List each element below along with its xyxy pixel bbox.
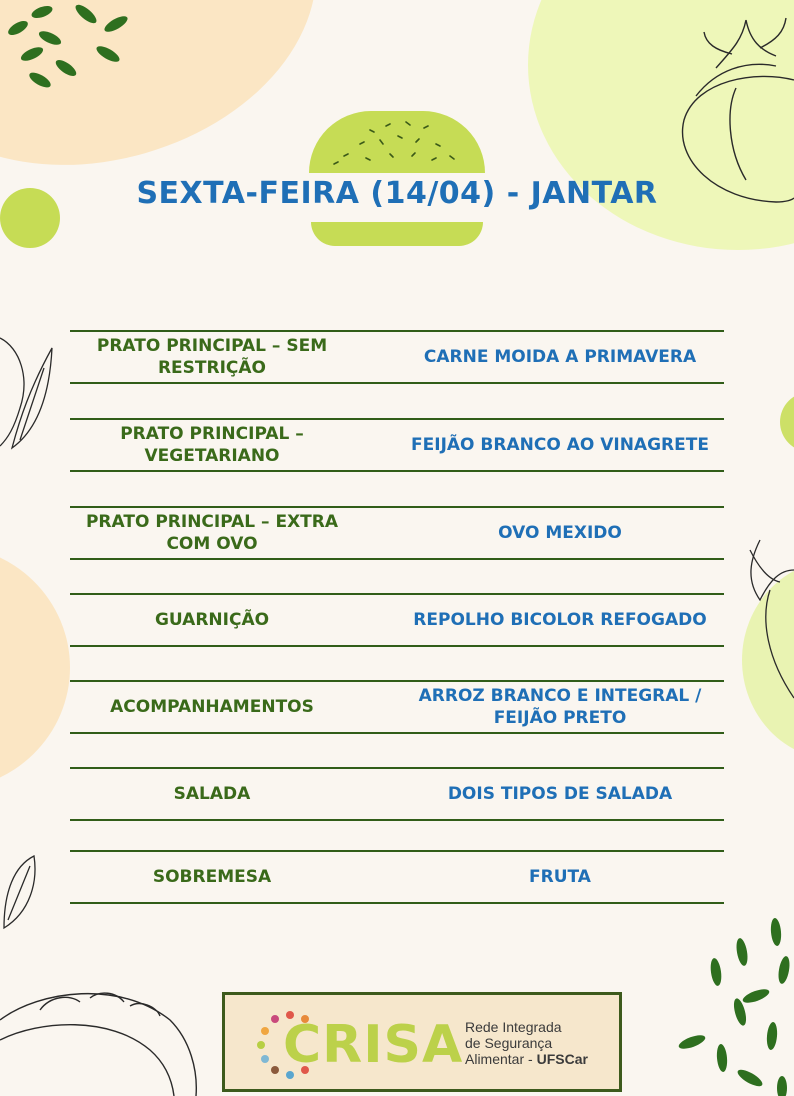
row-divider (70, 470, 724, 472)
menu-item-value: ARROZ BRANCO E INTEGRAL / FEIJÃO PRETO (418, 686, 702, 728)
menu-item-label: PRATO PRINCIPAL – VEGETARIANO (120, 424, 304, 466)
tagline-line: de Segurança (465, 1035, 553, 1051)
menu-row (70, 850, 724, 904)
tagline-line (465, 1051, 588, 1067)
lime-circle-right (780, 392, 794, 452)
menu-row (70, 330, 724, 384)
menu-item-value: FEIJÃO BRANCO AO VINAGRETE (411, 435, 709, 455)
menu-item-label: PRATO PRINCIPAL – SEM RESTRIÇÃO (96, 336, 328, 378)
menu-item-label: GUARNIÇÃO (154, 610, 270, 630)
row-divider (70, 902, 724, 904)
row-divider (70, 645, 724, 647)
menu-item-value: CARNE MOIDA A PRIMAVERA (423, 347, 697, 367)
menu-item-label: SOBREMESA (152, 867, 272, 887)
menu-row (70, 767, 724, 821)
menu-row (70, 418, 724, 472)
menu-item-value: DOIS TIPOS DE SALADA (447, 784, 673, 804)
leaf-seeds-icon (0, 0, 150, 100)
menu-item-label: PRATO PRINCIPAL – EXTRA COM OVO (85, 512, 339, 554)
menu-row (70, 506, 724, 560)
menu-item-value: FRUTA (529, 867, 591, 887)
row-divider (70, 732, 724, 734)
menu-row (70, 593, 724, 647)
page-title: SEXTA-FEIRA (14/04) - JANTAR (136, 176, 658, 211)
menu-item-value: OVO MEXIDO (498, 523, 622, 543)
menu-item-label: ACOMPANHAMENTOS (110, 697, 314, 717)
carrot-icon (740, 530, 794, 700)
taco-icon (0, 980, 200, 1096)
crisa-tagline (465, 1019, 588, 1067)
tagline-ufscar: UFSCar (536, 1051, 588, 1067)
crisa-logo-box (222, 992, 622, 1092)
tagline-text: Alimentar - (465, 1051, 537, 1067)
menu-item-value: REPOLHO BICOLOR REFOGADO (413, 610, 707, 630)
lettuce-icon (0, 328, 56, 458)
tagline-line: Rede Integrada (465, 1019, 562, 1035)
crisa-wordmark: CRISA (283, 1015, 464, 1075)
menu-item-label: SALADA (173, 784, 251, 804)
row-divider (70, 382, 724, 384)
peach-blob-left (0, 545, 70, 790)
bun-sesame-seeds (320, 116, 476, 168)
row-divider (70, 558, 724, 560)
menu-row (70, 680, 724, 734)
lettuce-icon (0, 852, 40, 932)
burger-bun-bottom (311, 222, 483, 246)
leaf-seeds-icon (672, 912, 794, 1096)
row-divider (70, 819, 724, 821)
